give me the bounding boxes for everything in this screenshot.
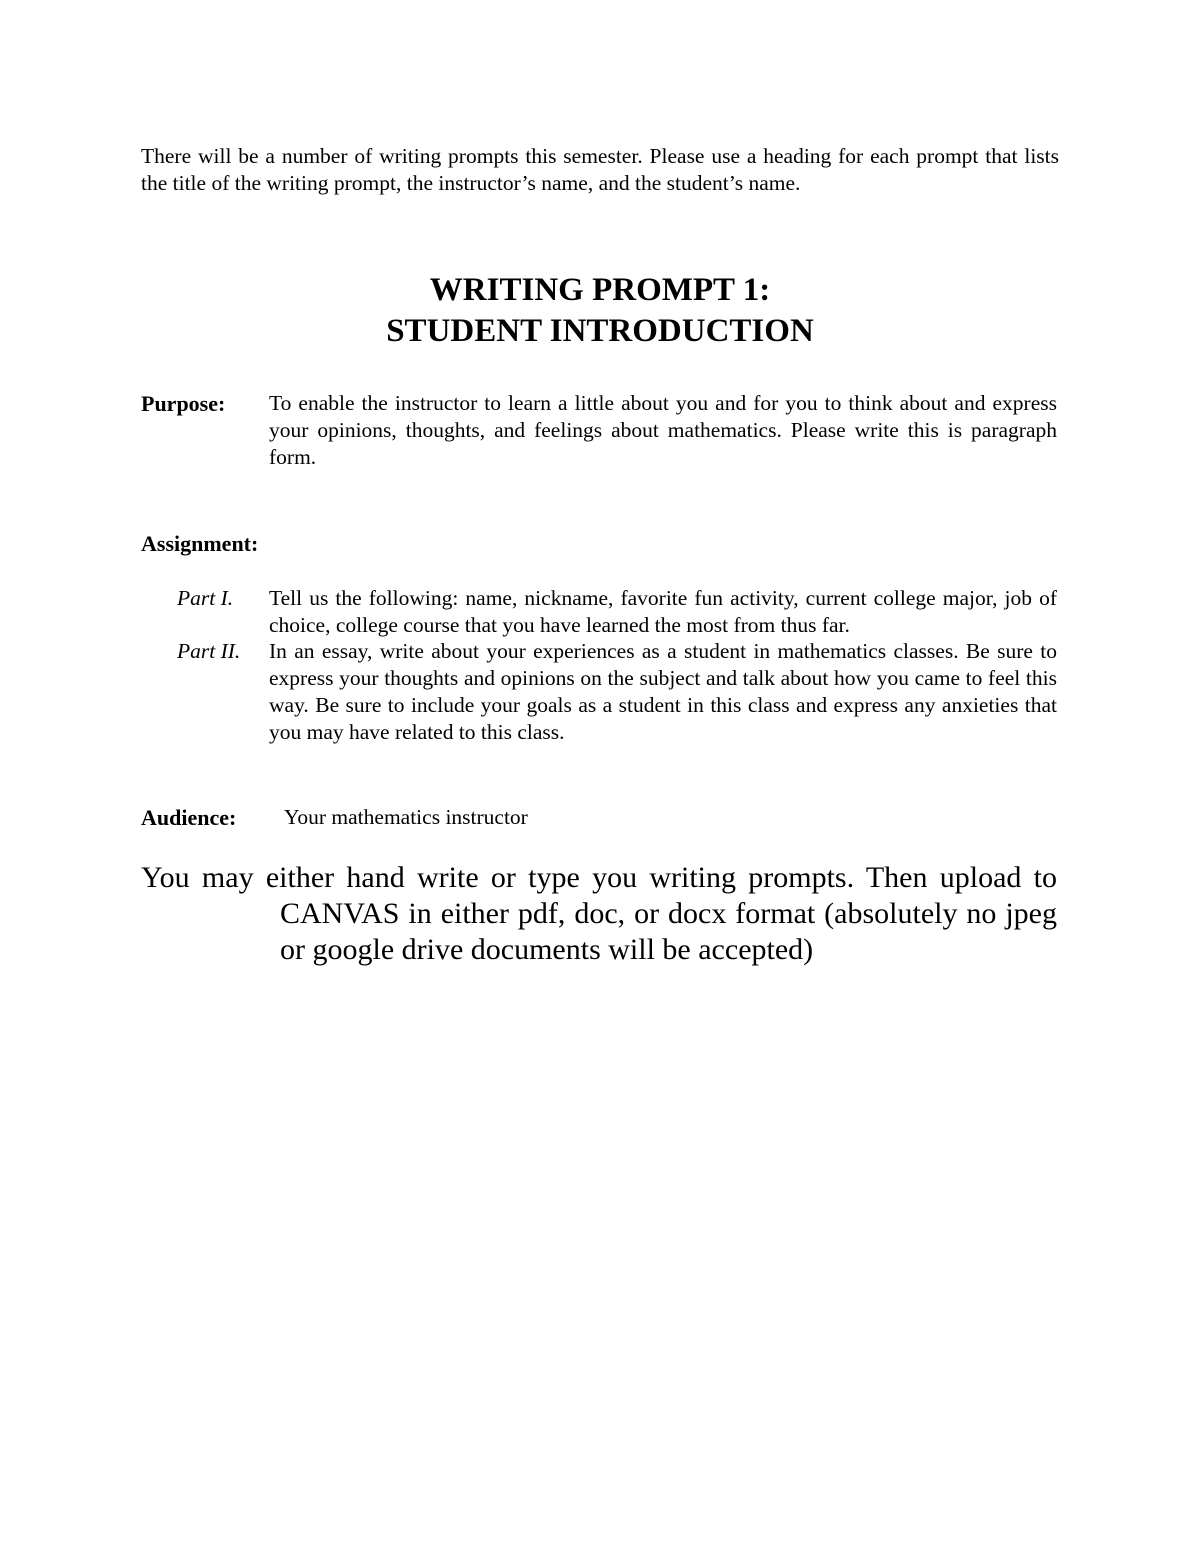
part-2-label: Part II. xyxy=(177,639,241,663)
submission-note-continuation: CANVAS in either pdf, doc, or docx format (absolutely no jpeg or google drive documents will be accepted) xyxy=(280,897,1057,966)
submission-note-first-line: You may either hand write or type you writing prompts. Then upload to xyxy=(141,861,1057,894)
purpose-text: To enable the instructor to learn a little about you and for you to think about and express your opinions, thoughts, and feelings about mathematics. Please write this is paragraph form. xyxy=(269,391,1057,469)
part-1-text: Tell us the following: name, nickname, favorite fun activity, current college major, job of choice, college course that you have learned the most from thus far. xyxy=(269,586,1057,637)
part-2-text: In an essay, write about your experiences as a student in mathematics classes. Be sure to express your thoughts and opinions on the subject and talk about how you came to feel this way. Be sure to include your goals as a student in this class and express any anxieties that you may have related to this class. xyxy=(269,639,1057,744)
prompt-title: WRITING PROMPT 1: xyxy=(429,272,771,308)
audience-label: Audience: xyxy=(141,805,237,830)
purpose-label: Purpose: xyxy=(141,391,226,416)
assignment-label: Assignment: xyxy=(141,531,259,556)
intro-paragraph: There will be a number of writing prompts this semester. Please use a heading for each prompt that lists the title of the writing prompt, the instructor’s name, and the student’s name. xyxy=(141,144,1059,195)
part-1-label: Part I. xyxy=(177,586,234,610)
audience-text: Your mathematics instructor xyxy=(284,805,528,829)
prompt-subtitle: STUDENT INTRODUCTION xyxy=(386,313,814,349)
